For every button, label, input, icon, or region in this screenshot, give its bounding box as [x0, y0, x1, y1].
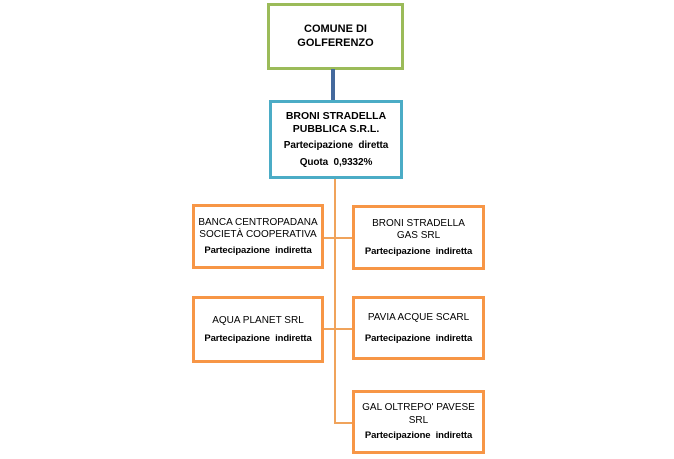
indirect-participation-label: Partecipazione indiretta	[364, 332, 473, 344]
node-banca-centropadana	[192, 204, 324, 269]
indirect-node-name: GAL OLTREPO' PAVESE SRL	[362, 402, 478, 426]
indirect-participation-label: Partecipazione indiretta	[364, 430, 473, 442]
connector-branch-row1	[324, 237, 352, 239]
node-pavia-acque-scarl	[352, 296, 485, 360]
indirect-participation-label: Partecipazione indiretta	[204, 332, 312, 344]
node-broni-stradella-pubblica-srl	[269, 100, 403, 179]
direct-participation-label: Partecipazione diretta	[283, 140, 389, 152]
connector-branch-row2	[324, 328, 352, 330]
root-node-label: COMUNE DI GOLFERENZO	[297, 23, 374, 49]
node-aqua-planet-srl	[192, 296, 324, 363]
connector-root-to-direct	[331, 69, 335, 100]
node-comune-di-golferenzo	[267, 3, 404, 70]
node-gal-oltrepo-pavese-srl	[352, 390, 485, 454]
node-broni-stradella-gas-srl	[352, 205, 485, 270]
direct-node-name: BRONI STRADELLA PUBBLICA S.R.L.	[285, 109, 390, 135]
indirect-node-name: AQUA PLANET SRL	[212, 315, 304, 327]
connector-indirect-trunk	[334, 179, 336, 424]
indirect-node-name: PAVIA ACQUE SCARL	[367, 312, 470, 324]
connector-branch-row3	[335, 422, 352, 424]
indirect-node-name: BRONI STRADELLA GAS SRL	[372, 217, 468, 242]
indirect-node-name: BANCA CENTROPADANA SOCIETÀ COOPERATIVA	[198, 216, 321, 241]
direct-quota-label: Quota 0,9332%	[299, 157, 373, 169]
indirect-participation-label: Partecipazione indiretta	[204, 244, 312, 256]
indirect-participation-label: Partecipazione indiretta	[364, 245, 473, 257]
